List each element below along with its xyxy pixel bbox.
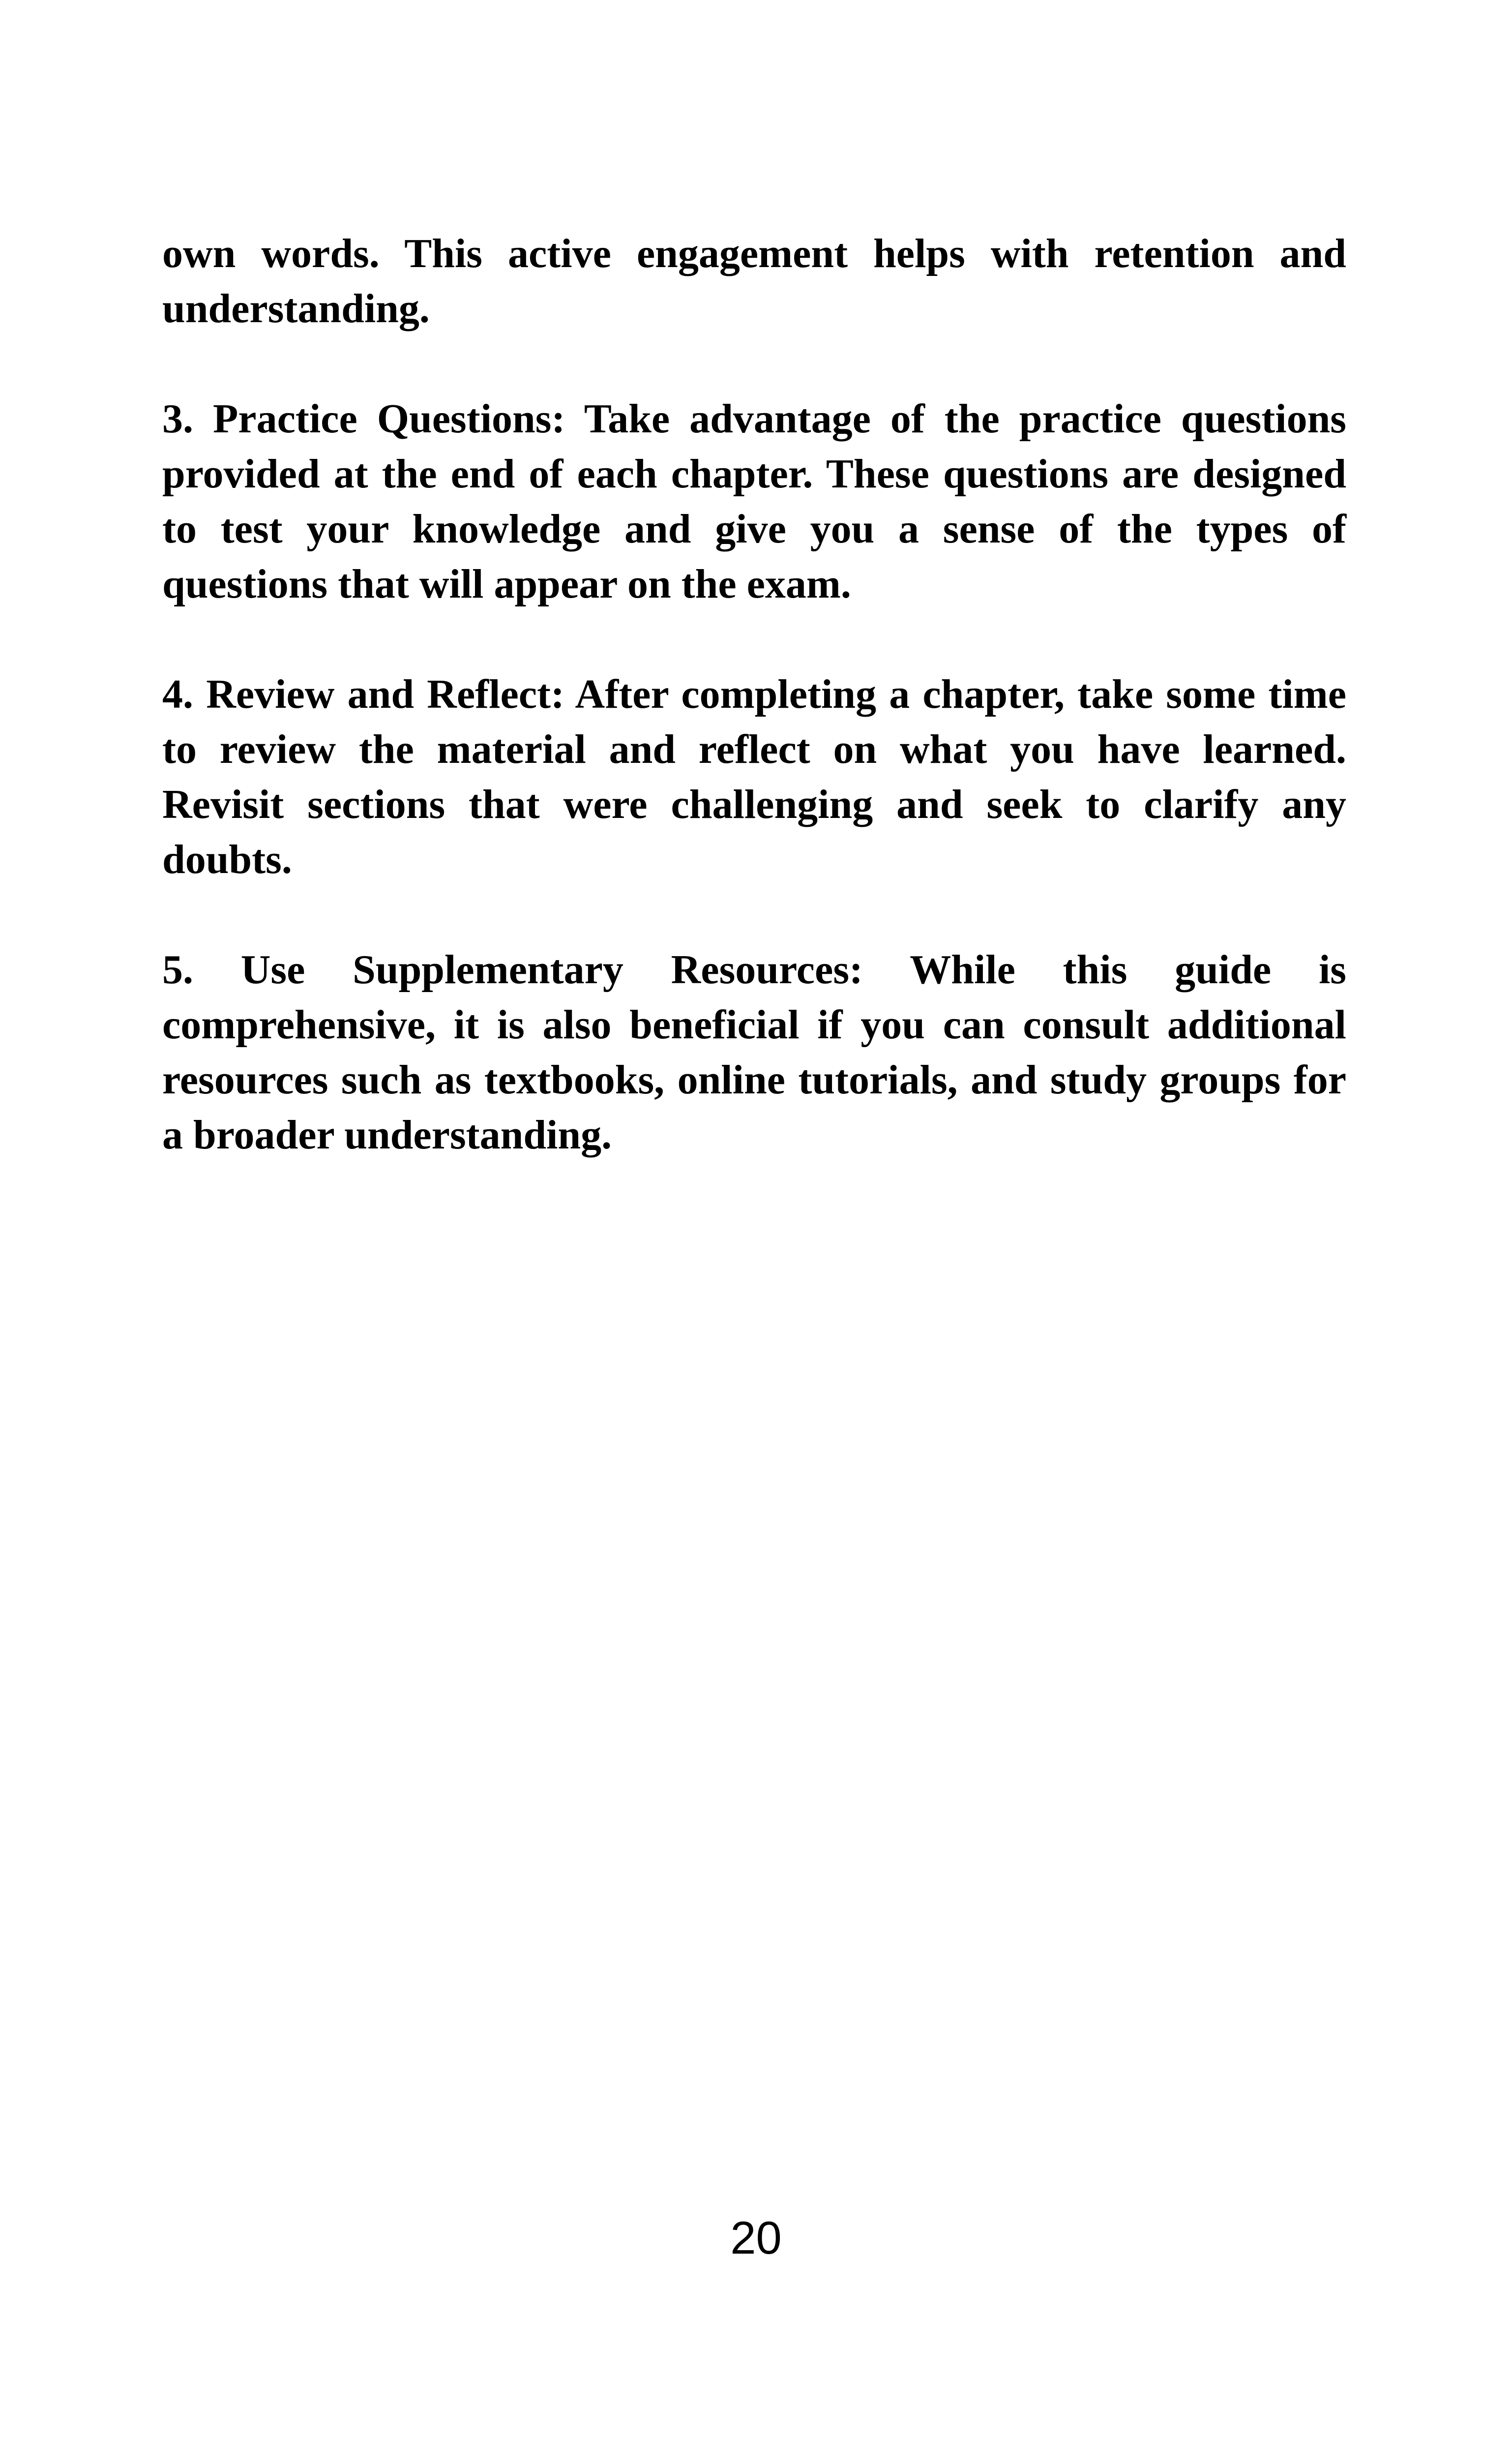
page-number: 20 xyxy=(730,2212,782,2263)
paragraph-review-and-reflect: 4. Review and Reflect: After completing a chapter, take some time to review the material and reflect on what you have learned. Revisit sections that were challenging and seek to clarify any doubts. xyxy=(162,671,1346,882)
paragraph-continuation: own words. This active engagement helps with retention and understanding. xyxy=(162,231,1346,332)
paragraph-supplementary-resources: 5. Use Supplementary Resources: While this guide is comprehensive, it is also beneficial if you can consult additional resources such as textbooks, online tutorials, and study groups for a broader understanding. xyxy=(162,947,1346,1158)
paragraph-practice-questions: 3. Practice Questions: Take advantage of the practice questions provided at the end of each chapter. These questions are designed to test your knowledge and give you a sense of the types of questions that will appear on the exam. xyxy=(162,396,1346,607)
body-text xyxy=(162,226,1346,1218)
